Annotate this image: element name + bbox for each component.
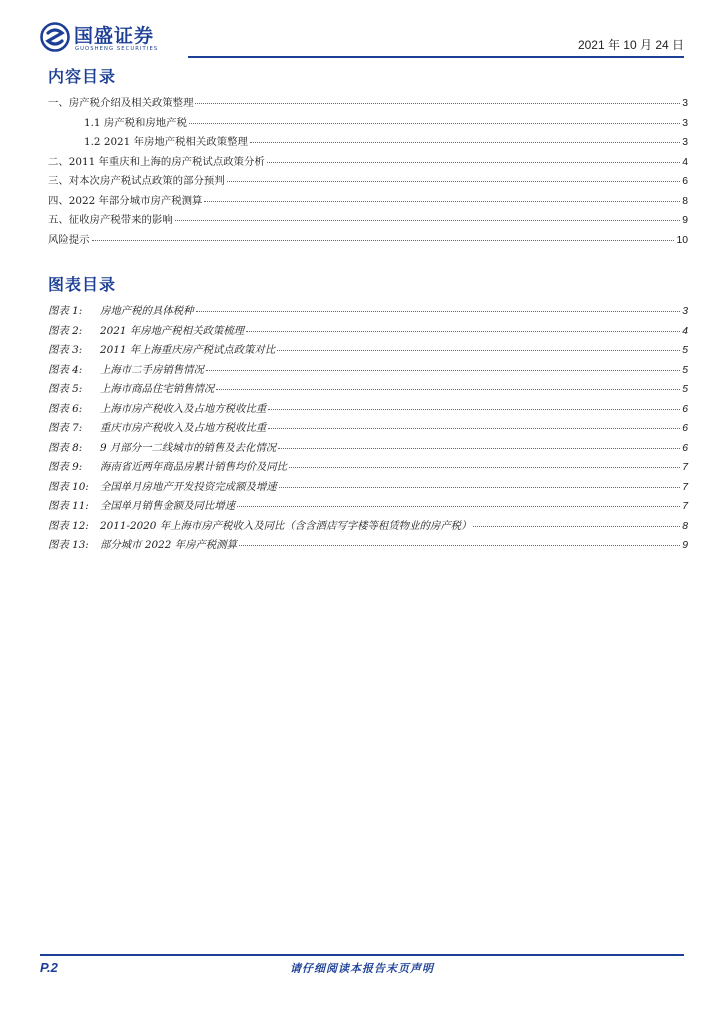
toc-entry[interactable] bbox=[48, 400, 688, 420]
disclaimer-note: 请仔细阅读本报告末页声明 bbox=[290, 962, 434, 975]
toc-entry[interactable] bbox=[48, 302, 688, 322]
toc-entry-title bbox=[48, 536, 237, 551]
dot-leader bbox=[246, 331, 680, 332]
dot-leader bbox=[268, 409, 680, 410]
figure-caption: 2021 年房地产税相关政策梳理 bbox=[100, 324, 245, 337]
toc-entry[interactable] bbox=[48, 536, 688, 556]
toc-page-number: 4 bbox=[682, 325, 688, 337]
dot-leader bbox=[239, 545, 680, 546]
toc-entry[interactable] bbox=[48, 517, 688, 537]
dot-leader bbox=[267, 162, 680, 163]
toc-entry[interactable] bbox=[48, 153, 688, 173]
figure-caption: 重庆市房产税收入及占地方税收比重 bbox=[100, 422, 267, 434]
toc-entry-title bbox=[48, 497, 235, 512]
figure-label: 图表 2: bbox=[48, 324, 83, 337]
toc-page-number: 3 bbox=[682, 306, 688, 317]
toc-entry[interactable] bbox=[48, 361, 688, 381]
figure-caption: 部分城市 2022 年房产税测算 bbox=[100, 539, 237, 551]
figure-label: 图表 12: bbox=[48, 519, 89, 532]
figure-label: 图表 7: bbox=[48, 422, 83, 434]
figure-caption: 2011 年上海重庆房产税试点政策对比 bbox=[100, 344, 276, 356]
toc-page-number: 6 bbox=[682, 423, 688, 434]
toc-entry[interactable] bbox=[48, 458, 688, 478]
toc-page-number: 8 bbox=[682, 195, 688, 207]
toc-entry[interactable] bbox=[48, 478, 688, 498]
toc-entry-title: 二、2011 年重庆和上海的房产税试点政策分析 bbox=[48, 155, 265, 168]
toc-entry[interactable] bbox=[48, 497, 688, 517]
toc-entry-title bbox=[48, 439, 276, 454]
toc-entry-title bbox=[48, 341, 275, 356]
toc-entry-title: 四、2022 年部分城市房产税测算 bbox=[48, 194, 203, 207]
figure-label: 图表 6: bbox=[48, 402, 83, 415]
toc-entry-title bbox=[48, 419, 266, 434]
figure-caption: 上海市商品住宅销售情况 bbox=[100, 383, 215, 395]
dot-leader bbox=[227, 181, 681, 182]
contents-list bbox=[48, 94, 688, 250]
toc-page-number: 4 bbox=[682, 156, 688, 168]
toc-entry[interactable] bbox=[48, 211, 688, 231]
toc-entry[interactable] bbox=[48, 322, 688, 342]
page-number: P.2 bbox=[40, 960, 58, 975]
toc-entry[interactable] bbox=[48, 133, 688, 153]
toc-page-number: 7 bbox=[682, 481, 688, 493]
dot-leader bbox=[189, 123, 680, 124]
toc-page-number: 3 bbox=[682, 117, 688, 129]
dot-leader bbox=[92, 240, 675, 241]
dot-leader bbox=[277, 350, 680, 351]
figure-label: 图表 11: bbox=[48, 500, 89, 512]
dot-leader bbox=[175, 220, 681, 221]
figure-label: 图表 5: bbox=[48, 383, 83, 395]
toc-page-number: 7 bbox=[682, 501, 688, 512]
brand-emblem-icon bbox=[40, 22, 70, 52]
toc-entry[interactable] bbox=[48, 114, 688, 134]
toc-entry[interactable] bbox=[48, 94, 688, 114]
toc-entry-title: 一、房产税介绍及相关政策整理 bbox=[48, 97, 194, 109]
dot-leader bbox=[195, 103, 680, 104]
toc-entry-title: 1.2 2021 年房地产税相关政策整理 bbox=[84, 136, 248, 148]
footer-divider bbox=[40, 954, 684, 956]
figure-caption: 全国单月销售金额及同比增速 bbox=[100, 500, 236, 512]
toc-page-number: 6 bbox=[682, 176, 688, 187]
toc-entry-title: 五、征收房产税带来的影响 bbox=[48, 214, 173, 226]
figure-label: 图表 9: bbox=[48, 461, 83, 473]
toc-entry[interactable] bbox=[48, 341, 688, 361]
dot-leader bbox=[289, 467, 680, 468]
toc-entry[interactable] bbox=[48, 419, 688, 439]
toc-entry-title bbox=[48, 458, 287, 473]
report-date: 2021 年 10 月 24 日 bbox=[577, 38, 684, 52]
toc-entry-title bbox=[48, 380, 214, 395]
toc-entry[interactable] bbox=[48, 380, 688, 400]
page-footer bbox=[40, 954, 684, 978]
dot-leader bbox=[279, 487, 681, 488]
figure-label: 图表 1: bbox=[48, 305, 83, 317]
toc-page-number: 3 bbox=[682, 137, 688, 148]
header-divider bbox=[188, 56, 684, 58]
figures-title: 图表目录 bbox=[48, 275, 117, 294]
dot-leader bbox=[196, 311, 681, 312]
figure-caption: 上海市房产税收入及占地方税收比重 bbox=[100, 402, 267, 415]
dot-leader bbox=[237, 506, 680, 507]
figure-label: 图表 4: bbox=[48, 363, 83, 376]
page-header bbox=[40, 20, 684, 56]
brand-name: 国盛证券 bbox=[74, 25, 155, 47]
figure-label: 图表 8: bbox=[48, 441, 83, 454]
toc-page-number: 6 bbox=[682, 403, 688, 415]
toc-entry-title: 三、对本次房产税试点政策的部分预判 bbox=[48, 175, 225, 187]
toc-page-number: 5 bbox=[682, 384, 688, 395]
toc-entry[interactable] bbox=[48, 192, 688, 212]
toc-entry-title bbox=[48, 478, 277, 493]
toc-entry-title: 1.1 房产税和房地产税 bbox=[84, 116, 187, 129]
toc-page-number: 9 bbox=[682, 215, 688, 226]
figure-caption: 海南省近两年商品房累计销售均价及同比 bbox=[100, 461, 288, 473]
toc-entry-title bbox=[48, 361, 204, 376]
toc-page-number: 10 bbox=[676, 234, 688, 246]
toc-entry[interactable] bbox=[48, 172, 688, 192]
dot-leader bbox=[250, 142, 680, 143]
contents-title: 内容目录 bbox=[48, 67, 117, 86]
dot-leader bbox=[278, 448, 680, 449]
dot-leader bbox=[473, 526, 680, 527]
figure-caption: 2011-2020 年上海市房产税收入及同比（含含酒店写字楼等租赁物业的房产税） bbox=[100, 519, 472, 532]
figure-caption: 全国单月房地产开发投资完成额及增速 bbox=[100, 480, 277, 493]
toc-entry-title bbox=[48, 400, 266, 415]
figure-caption: 9 月部分一二线城市的销售及去化情况 bbox=[100, 441, 277, 454]
figures-list bbox=[48, 302, 688, 556]
toc-page-number: 8 bbox=[682, 520, 688, 532]
figure-caption: 房地产税的具体税种 bbox=[100, 305, 194, 317]
figure-label: 图表 10: bbox=[48, 480, 89, 493]
toc-page-number: 9 bbox=[682, 540, 688, 551]
toc-page-number: 5 bbox=[682, 364, 688, 376]
toc-entry-title bbox=[48, 517, 471, 532]
toc-entry-title: 风险提示 bbox=[48, 233, 90, 246]
dot-leader bbox=[268, 428, 680, 429]
toc-page-number: 3 bbox=[682, 98, 688, 109]
toc-entry[interactable] bbox=[48, 231, 688, 251]
toc-entry-title bbox=[48, 302, 194, 317]
toc-page-number: 6 bbox=[682, 442, 688, 454]
dot-leader bbox=[204, 201, 680, 202]
dot-leader bbox=[216, 389, 680, 390]
toc-entry[interactable] bbox=[48, 439, 688, 459]
dot-leader bbox=[206, 370, 680, 371]
figure-caption: 上海市二手房销售情况 bbox=[100, 363, 204, 376]
toc-page-number: 7 bbox=[682, 462, 688, 473]
brand-name-en: GUOSHENG SECURITIES bbox=[75, 46, 159, 52]
figure-label: 图表 13: bbox=[48, 539, 89, 551]
toc-page-number: 5 bbox=[682, 345, 688, 356]
figure-label: 图表 3: bbox=[48, 344, 83, 356]
toc-entry-title bbox=[48, 322, 244, 337]
